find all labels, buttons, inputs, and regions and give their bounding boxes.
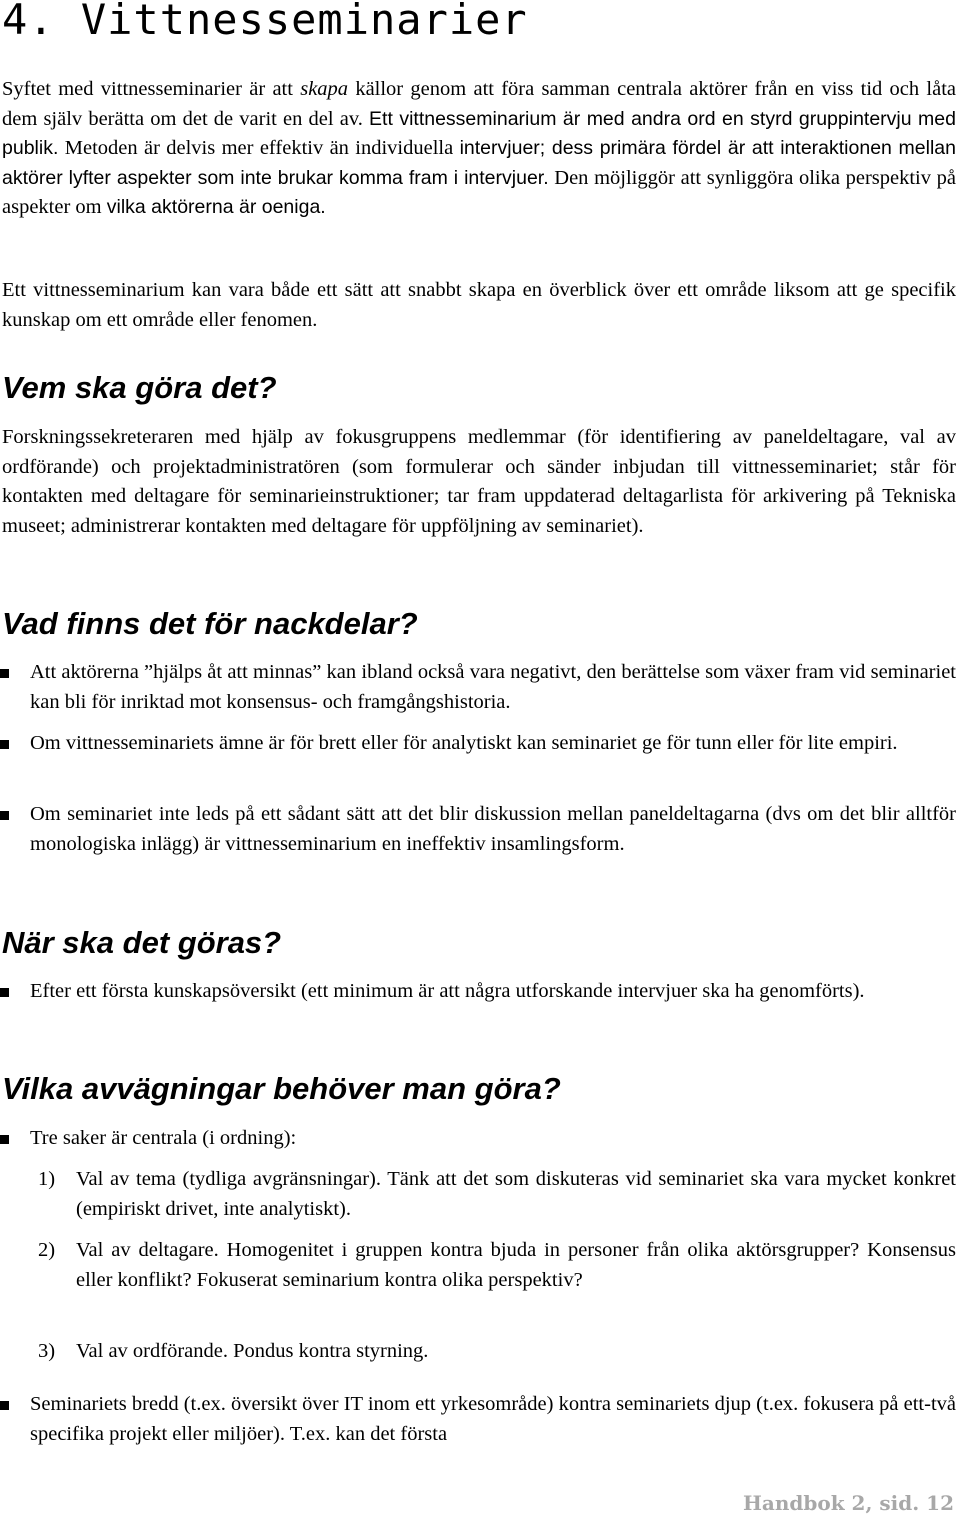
- bullet-square-icon: [0, 988, 9, 997]
- bullet-text: Att aktörerna ”hjälps åt att minnas” kan ibland också vara negativt, den berättelse som växer fram vid seminariet kan bli för inriktad mot konsensus- och framgångshistoria.: [30, 661, 956, 713]
- intro-text-a: Syftet med vittnesseminarier är att: [2, 78, 301, 100]
- cons-bullet-2: [0, 729, 958, 759]
- numbered-item-2: [38, 1236, 958, 1295]
- intro-text-e: intervjuer; dess primära fördel är att interaktionen mellan aktörer lyfter aspekter som inte brukar komma fram i intervjuer.: [2, 137, 956, 189]
- cons-bullet-1: [0, 658, 958, 717]
- item-text: Val av ordförande. Pondus kontra styrning.: [76, 1340, 429, 1362]
- item-number: 3): [38, 1340, 56, 1362]
- bullet-text: Om vittnesseminariets ämne är för brett eller för analytiskt kan seminariet ge för tunn eller för lite empiri.: [30, 732, 898, 754]
- intro-text-d: Metoden är delvis mer effektiv än individuella: [58, 137, 460, 159]
- item-number: 1): [38, 1168, 56, 1190]
- heading-who: Vem ska göra det?: [2, 370, 277, 405]
- page-footer: Handbok 2, sid. 12: [743, 1491, 954, 1515]
- intro-text-c: Ett vittnesseminarium är med andra ord en styrd gruppintervju med publik.: [2, 107, 956, 159]
- intro-paragraph-2: Ett vittnesseminarium kan vara både ett sätt att snabbt skapa en överblick över ett område liksom att ge specifik kunskap om ett område eller fenomen.: [2, 279, 956, 331]
- page-title: 4. Vittnesseminarier: [2, 0, 528, 44]
- bullet-text: Tre saker är centrala (i ordning):: [30, 1127, 297, 1149]
- tradeoffs-lead-bullet: [0, 1124, 958, 1154]
- item-number: 2): [38, 1239, 56, 1261]
- heading-cons: Vad finns det för nackdelar?: [2, 606, 418, 641]
- heading-when: När ska det göras?: [2, 925, 282, 960]
- bullet-text: Efter ett första kunskapsöversikt (ett minimum är att några utforskande intervjuer ska ha genomförts).: [30, 980, 865, 1002]
- bullet-square-icon: [0, 669, 9, 678]
- who-paragraph: Forskningssekreteraren med hjälp av fokusgruppens medlemmar (för identifiering av paneldeltagare, val av ordförande) och projektadministratören (som formulerar och sänder inbjudan till vittnesseminariet; står för kontakten med deltagare för seminarieinstruktioner; tar fram uppdaterad deltagarlista för arkivering på Tekniska museet; administrerar kontakten med deltagare för uppföljning av seminariet).: [2, 426, 956, 537]
- intro-emphasis: skapa: [300, 78, 349, 100]
- item-text: Val av deltagare. Homogenitet i gruppen kontra bjuda in personer från olika aktörsgrupper? Konsensus eller konflikt? Fokuserat seminarium kontra olika perspektiv?: [76, 1239, 956, 1291]
- intro-text-b: källor genom att föra samman centrala aktörer från en viss tid och låta dem själv berätta om det de varit en del av.: [2, 78, 956, 130]
- bullet-square-icon: [0, 1135, 9, 1144]
- item-text: Val av tema (tydliga avgränsningar). Tänk att det som diskuteras vid seminariet ska vara mycket konkret (empiriskt drivet, inte analytiskt).: [76, 1168, 956, 1220]
- intro-paragraph-1: [2, 75, 956, 223]
- numbered-item-3: [38, 1337, 958, 1367]
- numbered-item-1: [38, 1165, 958, 1224]
- intro-text-f: Den möjliggör att synliggöra olika perspektiv på aspekter om: [2, 166, 956, 218]
- bullet-square-icon: [0, 811, 9, 820]
- intro-text-g: vilka aktörerna är oeniga.: [106, 196, 326, 218]
- tradeoffs-last-bullet: [0, 1390, 958, 1449]
- heading-tradeoffs: Vilka avvägningar behöver man göra?: [2, 1071, 561, 1106]
- bullet-square-icon: [0, 1401, 9, 1410]
- bullet-text: Om seminariet inte leds på ett sådant sätt att det blir diskussion mellan paneldeltagarna (dvs om det blir alltför monologiska inlägg) är vittnesseminarium en ineffektiv insamlingsform.: [30, 803, 956, 855]
- bullet-square-icon: [0, 740, 9, 749]
- when-bullet-1: [0, 977, 958, 1007]
- cons-bullet-3: [0, 800, 958, 859]
- bullet-text: Seminariets bredd (t.ex. översikt över IT inom ett yrkesområde) kontra seminariets djup (t.ex. fokusera på ett-två specifika projekt eller miljöer). T.ex. kan det första: [30, 1393, 956, 1445]
